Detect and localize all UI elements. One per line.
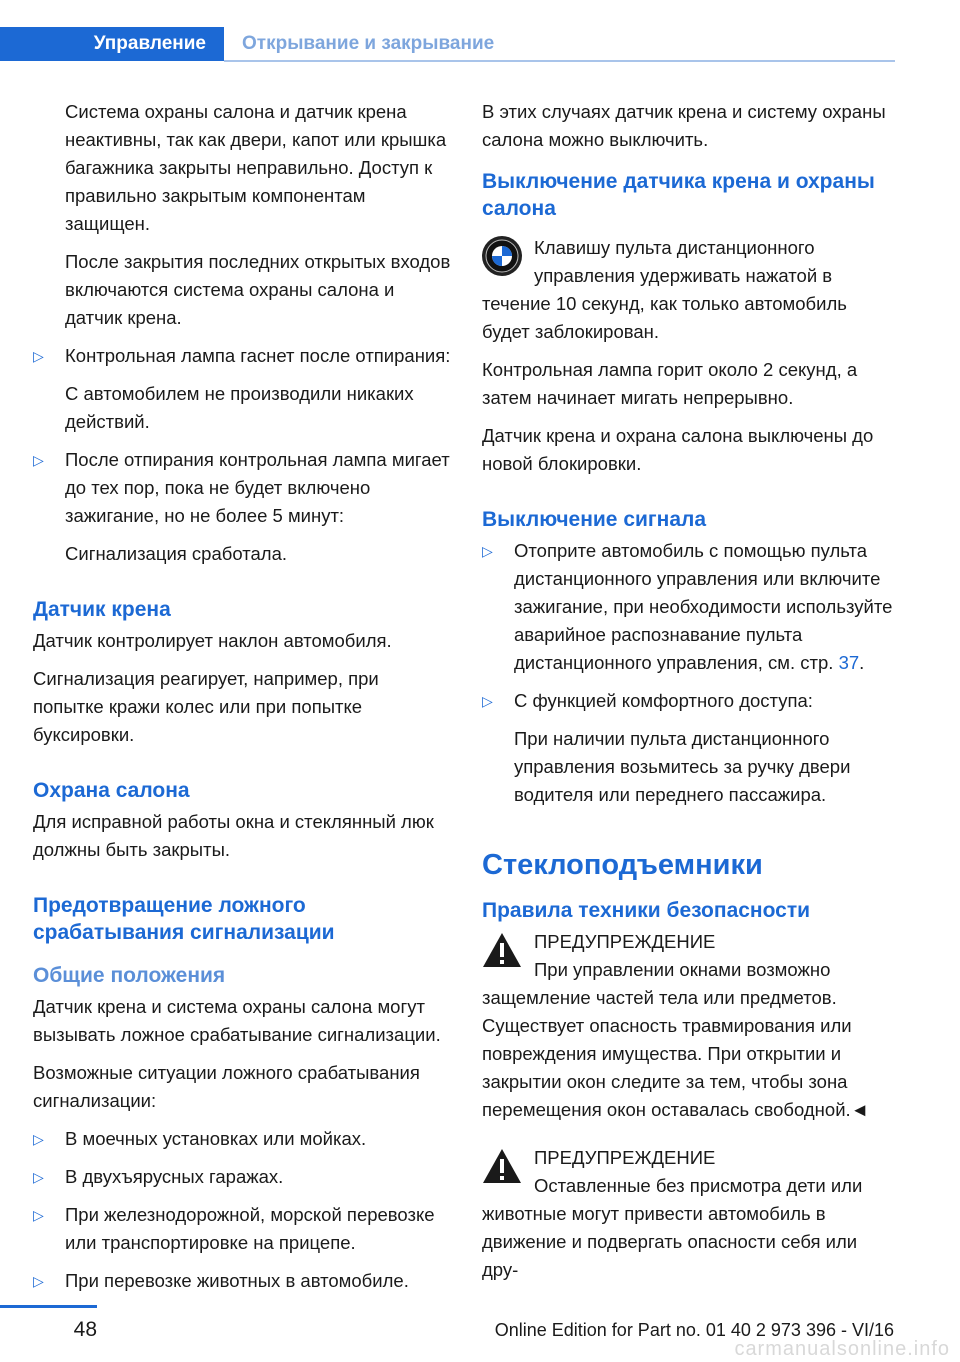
bmw-key-logo-icon (482, 236, 522, 276)
paragraph: После закрытия последних открытых входов включаются система охраны салона и датчик крена. (65, 251, 451, 328)
list-item: ▷ С функцией комфортного доступа: (482, 687, 894, 715)
paragraph: Система охраны салона и датчик крена неактивны, так как двери, капот или крышка багажника закрыты неправильно. Доступ к правильно закрытым компонентам защищен. (65, 101, 447, 234)
heading-alarm-off: Выключение сигнала (482, 508, 707, 531)
paragraph: С автомобилем не производили никаких действий. (65, 383, 414, 432)
heading-safety-rules: Правила техники безопасности (482, 899, 811, 922)
header-bar (0, 27, 895, 61)
list-item: ▷ После отпирания контрольная лампа мигает до тех пор, пока не будет включено зажигание, но не более 5 минут: (33, 446, 453, 530)
paragraph: Контрольная лампа горит около 2 секунд, а затем начинает мигать непрерывно. (482, 359, 858, 408)
paragraph-with-key-icon: Клавишу пульта дистанционного управления удерживать нажатой в течение 10 секунд, как только автомобиль будет заблокирован. (482, 237, 847, 342)
page-number: 48 (73, 1318, 97, 1341)
left-column (33, 98, 453, 1305)
warning-title: ПРЕДУПРЕЖДЕНИЕ (534, 931, 716, 952)
paragraph: В этих случаях датчик крена и систему охраны салона можно выключить. (482, 101, 886, 150)
header-rule (224, 60, 895, 62)
bullet-triangle-icon: ▷ (33, 1273, 44, 1289)
warning-text: Оставленные без присмотра дети или животные могут привести автомобиль в движение и подвергать опасности себя или дру- (482, 1175, 863, 1280)
warning-title: ПРЕДУПРЕЖДЕНИЕ (534, 1147, 716, 1168)
heading-general: Общие положения (33, 964, 226, 987)
warning-text: При управлении окнами возможно защемление частей тела или предметов. Существует опасность травмирования или повреждения имущества. При открытии и закрытии окон следите за тем, чтобы зона перемещения окон оставалась свободной.◄ (482, 959, 869, 1120)
heading-interior-protection: Охрана салона (33, 779, 190, 802)
paragraph: Сигнализация сработала. (65, 543, 288, 564)
bullet-triangle-icon: ▷ (33, 452, 44, 468)
bullet-triangle-icon: ▷ (33, 348, 44, 364)
list-item: ▷ В двухъярусных гаражах. (33, 1163, 453, 1191)
heading-disable-sensors: Выключение датчика крена и охраны салона (482, 170, 875, 220)
bullet-triangle-icon: ▷ (482, 543, 493, 559)
paragraph: Сигнализация реагирует, например, при попытке кражи колес или при попытке буксировки. (33, 668, 379, 745)
bullet-triangle-icon: ▷ (482, 693, 493, 709)
edition-text: Online Edition for Part no. 01 40 2 973 396 - VI/16 (494, 1320, 894, 1340)
warning-triangle-icon (482, 932, 522, 968)
paragraph: При наличии пульта дистанционного управления возьмитесь за ручку двери водителя или переднего пассажира. (514, 728, 851, 805)
right-column (482, 98, 894, 1304)
paragraph: Для исправной работы окна и стеклянный люк должны быть закрыты. (33, 811, 434, 860)
list-item: ▷ В моечных установках или мойках. (33, 1125, 453, 1153)
paragraph: Датчик крена и охрана салона выключены до новой блокировки. (482, 425, 874, 474)
paragraph: Датчик контролирует наклон автомобиля. (33, 630, 392, 651)
bullet-triangle-icon: ▷ (33, 1169, 44, 1185)
warning-block (482, 1144, 894, 1284)
heading-false-alarm: Предотвращение ложного срабатывания сигнализации (33, 894, 335, 944)
bullet-triangle-icon: ▷ (33, 1207, 44, 1223)
list-item: ▷ При перевозке животных в автомобиле. (33, 1267, 453, 1295)
heading-window-lifters: Стеклоподъемники (482, 849, 763, 881)
heading-tilt-sensor: Датчик крена (33, 598, 171, 621)
footer-rule (0, 1305, 97, 1308)
warning-triangle-icon (482, 1148, 522, 1184)
tab-management[interactable]: Управление (0, 27, 224, 61)
bullet-triangle-icon: ▷ (33, 1131, 44, 1147)
page-link[interactable]: 37 (838, 652, 860, 673)
list-item: ▷ Контрольная лампа гаснет после отпирания: (33, 342, 453, 370)
watermark: carmanualsonline.info (734, 1338, 950, 1360)
paragraph: Возможные ситуации ложного срабатывания сигнализации: (33, 1062, 420, 1111)
paragraph: Датчик крена и система охраны салона могут вызывать ложное срабатывание сигнализации. (33, 996, 441, 1045)
list-item: ▷ При железнодорожной, морской перевозке или транспортировке на прицепе. (33, 1201, 453, 1257)
warning-block (482, 928, 894, 1124)
list-item: ▷ Отоприте автомобиль с помощью пульта дистанционного управления или включите зажигание, при необходимости используйте аварийное распознавание пульта дистанционного управления, см. стр. 37. (482, 537, 894, 677)
tab-opening-closing[interactable]: Открывание и закрывание (242, 33, 495, 54)
